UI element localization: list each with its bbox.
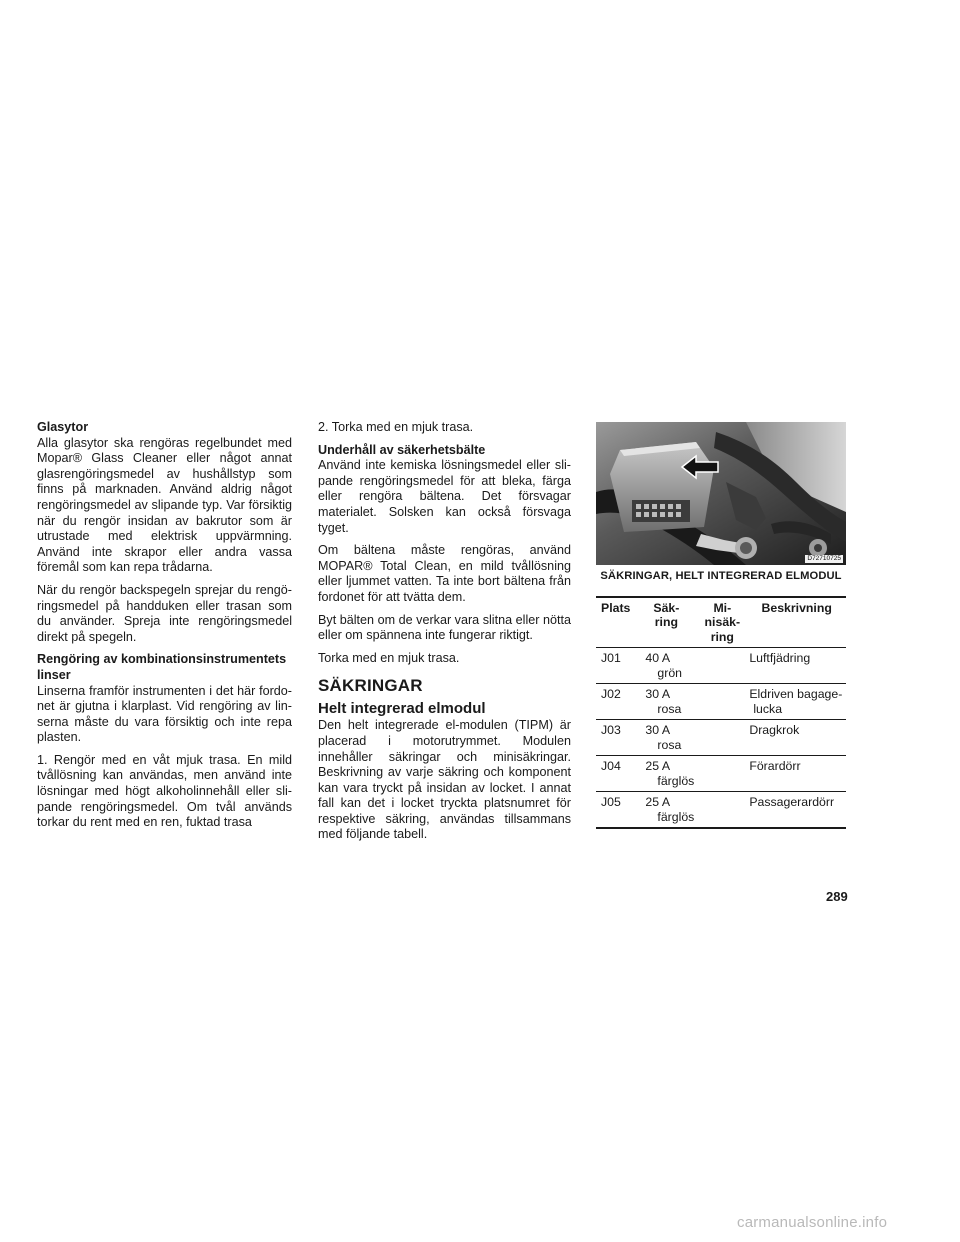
photo-caption: SÄKRINGAR, HELT INTEGRERAD ELMODUL bbox=[600, 570, 842, 582]
watermark: carmanualsonline.info bbox=[737, 1214, 888, 1231]
heading-sakerhetsbalte: Underhåll av säkerhetsbälte bbox=[318, 442, 486, 457]
paragraph-step-1: 1. Rengör med en våt mjuk trasa. En mild tvållösning kan användas, men använd inte lösningar med högt alkoholinnehåll eller slipande rengöringsmedel. Om tvål används torkar du rent med en ren, fuktad trasa bbox=[37, 752, 292, 830]
table-row: J01 40 A grön Luftfjädring bbox=[596, 648, 846, 684]
column-right bbox=[596, 422, 846, 829]
header-beskrivning: Beskrivning bbox=[745, 597, 846, 648]
header-sakring: Säk- ring bbox=[633, 597, 697, 648]
heading-sakringar: SÄKRINGAR bbox=[318, 676, 423, 696]
paragraph-glasytor: Alla glasytor ska rengöras regelbundet med Mopar® Glass Cleaner eller något annat glasrengöringsmedel av hushållstyp som finns på marknaden. Använd aldrig något rengöringsmedel av slipande typ. Var försiktig när du rengör insidan av bakrutor som är utrustade med elektrisk uppvärmning. Använd inte skrapor eller andra vassa föremål som kan repa trådarna. bbox=[37, 435, 292, 575]
heading-glasytor: Glasytor bbox=[37, 420, 89, 434]
paragraph-elmodul: Den helt integrerade el-modulen (TIPM) är placerad i motorutrymmet. Modulen innehåller säkringar och minisäkringar. Beskrivning av varje säkring och komponent kan vara tryckt på insidan av locket. I annat fall kan det i locket tryckta platsnumret för respektive säkring, användas tillsammans med följande tabell. bbox=[318, 718, 571, 842]
heading-kombinationsinstrument: Rengöring av kombinationsinstrumentets linser bbox=[37, 652, 287, 682]
column-middle bbox=[318, 420, 571, 850]
paragraph-balte-4: Torka med en mjuk trasa. bbox=[318, 650, 460, 665]
paragraph-kombinationsinstrument: Linserna framför instrumenten i det här fordonet är gjutna i klarplast. Vid rengöring av linserna måste du vara försiktig och inte repa plasten. bbox=[37, 683, 292, 745]
table-row: J03 30 A rosa Dragkrok bbox=[596, 720, 846, 756]
table-row: J05 25 A färglös Passagerardörr bbox=[596, 792, 846, 829]
paragraph-step-2: 2. Torka med en mjuk trasa. bbox=[318, 420, 474, 434]
paragraph-backspegel: När du rengör backspegeln sprejar du rengöringsmedel på handduken eller trasan som du använder. Spreja inte rengöringsmedel direkt på spegeln. bbox=[37, 582, 292, 644]
header-plats: Plats bbox=[596, 597, 633, 648]
fuse-table-header-row bbox=[596, 597, 846, 648]
page-number: 289 bbox=[826, 889, 848, 904]
photo-reference-code: D72710725 bbox=[807, 555, 841, 562]
paragraph-balte-3: Byt bälten om de verkar vara slitna eller nötta eller om spännena inte fungerar riktigt. bbox=[318, 612, 571, 643]
paragraph-balte-2: Om bältena måste rengöras, använd MOPAR® Total Clean, en mild tvållösning eller ljummet vatten. Ta inte bort bältena från fordonet för att tvätta dem. bbox=[318, 543, 571, 604]
table-row: J04 25 A färglös Förardörr bbox=[596, 756, 846, 792]
column-left bbox=[37, 420, 292, 838]
table-row: J02 30 A rosa Eldriven bagage- lucka bbox=[596, 684, 846, 720]
header-minisakring: Mi- nisäk- ring bbox=[697, 597, 745, 648]
paragraph-balte-1: Använd inte kemiska lösningsmedel eller slipande rengöringsmedel för att bleka, färga eller rengöra bältena. Det försvagar materialet. Solsken kan också försvaga tyget. bbox=[318, 458, 571, 535]
heading-elmodul: Helt integrerad elmodul bbox=[318, 700, 486, 718]
fuse-table bbox=[596, 596, 846, 830]
engine-compartment-photo bbox=[596, 422, 846, 565]
